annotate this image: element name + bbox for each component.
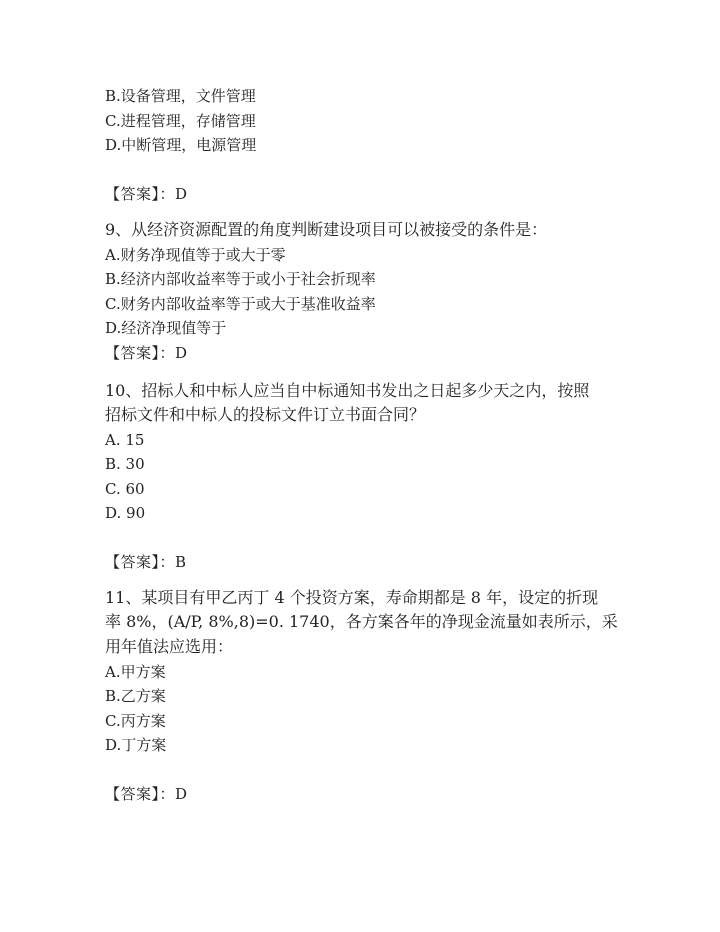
q11-stem-line-2: 率 8%，(A/P, 8%,8)=0. 1740，各方案各年的净现金流量如表所示，采: [105, 612, 618, 631]
q11-stem-line-3: 用年值法应选用：: [105, 637, 234, 656]
q11-option-c: C.丙方案: [105, 712, 166, 730]
q11-answer: 【答案】：D: [105, 785, 188, 803]
q10-option-d: D. 90: [105, 504, 146, 522]
q9-option-a: A.财务净现值等于或大于零: [105, 246, 286, 264]
q10-option-a: A. 15: [105, 431, 145, 449]
q9-option-b: B.经济内部收益率等于或小于社会折现率: [105, 270, 376, 288]
q11-option-d: D.丁方案: [105, 736, 167, 754]
q10-stem-line-1: 10、招标人和中标人应当自中标通知书发出之日起多少天之内，按照: [105, 381, 590, 400]
q9-option-d: D.经济净现值等于: [105, 319, 227, 337]
q8-option-d: D.中断管理，电源管理: [105, 136, 257, 154]
q8-answer: 【答案】：D: [105, 185, 188, 203]
q10-option-b: B. 30: [105, 455, 145, 473]
q10-option-c: C. 60: [105, 480, 145, 498]
q8-option-c: C.进程管理，存储管理: [105, 112, 256, 130]
q11-stem-line-1: 11、某项目有甲乙丙丁 4 个投资方案，寿命期都是 8 年，设定的折现: [105, 588, 599, 607]
q9-answer: 【答案】：D: [105, 344, 188, 362]
q10-stem-line-2: 招标文件和中标人的投标文件订立书面合同？: [105, 405, 426, 424]
q10-answer: 【答案】：B: [105, 553, 187, 571]
q11-option-a: A.甲方案: [105, 663, 166, 681]
q8-option-b: B.设备管理，文件管理: [105, 87, 256, 105]
q9-stem: 9、从经济资源配置的角度判断建设项目可以被接受的条件是：: [105, 220, 548, 239]
q9-option-c: C.财务内部收益率等于或大于基准收益率: [105, 295, 376, 313]
q11-option-b: B.乙方案: [105, 687, 166, 705]
